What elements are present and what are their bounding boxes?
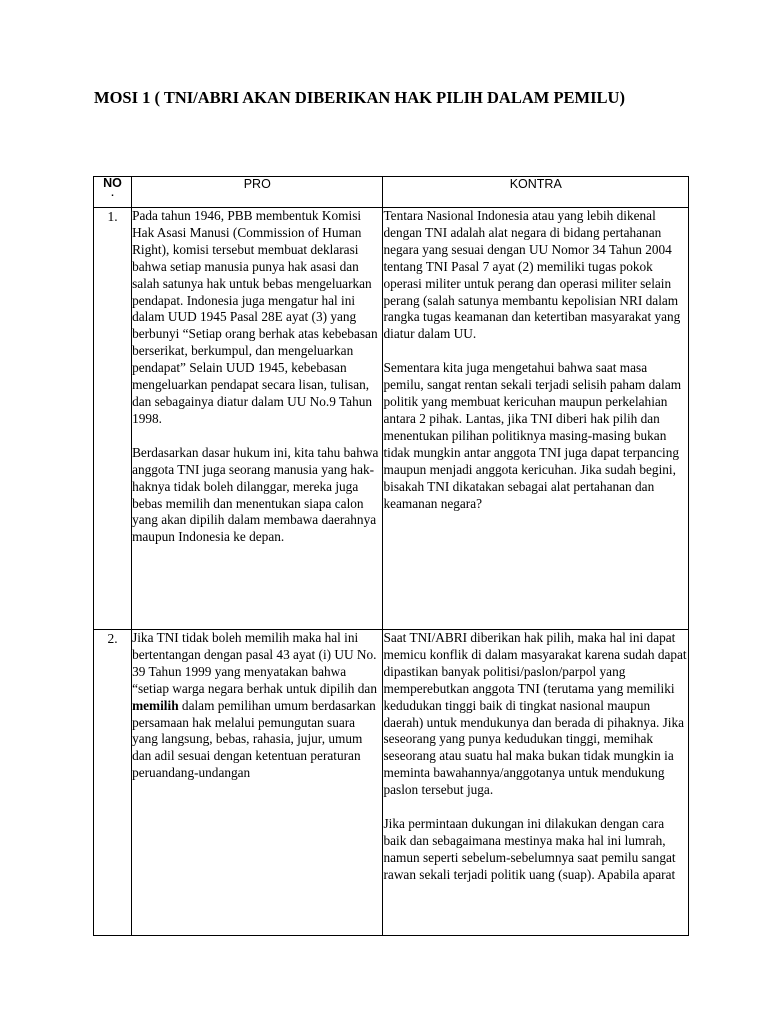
header-kontra: KONTRA <box>383 177 689 208</box>
pro-paragraph <box>132 630 382 782</box>
kontra-paragraph: Jika permintaan dukungan ini dilakukan dengan cara baik dan sebagaimana mestinya maka hal ini lumrah, namun seperti sebelum-sebelumnya saat pemilu sangat rawan sekali terjadi politik uang (suap). Apabila aparat <box>383 816 676 882</box>
kontra-cell <box>383 208 689 630</box>
header-no-label: NO <box>103 176 122 190</box>
mosi-table <box>93 176 689 936</box>
header-no-dot: . <box>111 188 114 199</box>
row-number: 2. <box>94 630 132 936</box>
kontra-paragraph: Tentara Nasional Indonesia atau yang lebih dikenal dengan TNI adalah alat negara di bidang pertahanan negara yang sesuai dengan UU Nomor 34 Tahun 2004 tentang TNI Pasal 7 ayat (2) memiliki tugas pokok operasi militer untuk perang dan operasi militer selain perang (salah satunya membantu kepolisian NRI dalam rangka tugas keamanan dan ketertiban masyarakat yang diatur dalam UU. <box>383 208 681 342</box>
pro-paragraph: Berdasarkan dasar hukum ini, kita tahu bahwa anggota TNI juga seorang manusia yang hak-haknya tidak boleh dilanggar, mereka juga bebas memilih dan menentukan siapa calon yang akan dipilih dalam membawa daerahnya maupun Indonesia ke depan. <box>132 444 379 545</box>
header-pro: PRO <box>132 177 383 208</box>
header-no-cell <box>94 177 132 208</box>
pro-text: dalam pemilihan umum berdasarkan persamaan hak melalui pemungutan suara yang langsung, bebas, rahasia, jujur, umum dan adil sesuai dengan ketentuan peraturan peruandang-undangan <box>132 697 376 781</box>
kontra-paragraph: Sementara kita juga mengetahui bahwa saat masa pemilu, sangat rentan sekali terjadi selisih paham dalam politik yang membuat kericuhan maupun perkelahian antara 2 pihak. Lantas, jika TNI diberi hak pilih dan menentukan pilihan politiknya masing-masing bukan tidak mungkin antar anggota TNI juga dapat terpancing maupun menjadi anggota kericuhan. Jika sudah begini, bisakah TNI dikatakan sebagai alat pertahanan dan keamanan negara? <box>383 360 682 511</box>
kontra-paragraph: Saat TNI/ABRI diberikan hak pilih, maka hal ini dapat memicu konflik di dalam masyarakat karena sudah dapat dipastikan banyak politisi/paslon/parpol yang memperebutkan anggota TNI (terutama yang memiliki kedudukan tinggi baik di tingkat nasional maupun daerah) untuk mendukunya dan berada di pihaknya. Jika seseorang yang punya kedudukan tinggi, memihak seseorang atau suatu hal maka bukan tidak mungkin ia meminta bawahannya/anggotanya untuk mendukung paslon tersebut juga. <box>383 630 687 798</box>
pro-cell <box>132 630 383 936</box>
pro-text: Jika TNI tidak boleh memilih maka hal ini bertentangan dengan pasal 43 ayat (i) UU No. 39 Tahun 1999 yang menyatakan bahwa “setiap warga negara berhak untuk dipilih dan <box>132 630 377 696</box>
row-number: 1. <box>94 208 132 630</box>
table-row <box>94 630 689 936</box>
page-title: MOSI 1 ( TNI/ABRI AKAN DIBERIKAN HAK PILIH DALAM PEMILU) <box>94 88 625 107</box>
pro-bold-word: memilih <box>132 697 179 713</box>
table-header-row <box>94 177 689 208</box>
pro-paragraph: Pada tahun 1946, PBB membentuk Komisi Hak Asasi Manusi (Commission of Human Right), komisi tersebut membuat deklarasi bahwa setiap manusia punya hak asasi dan salah satunya hak untuk bebas mengeluarkan pendapat. Indonesia juga mengatur hal ini dalam UUD 1945 Pasal 28E ayat (3) yang berbunyi “Setiap orang berhak atas kebebasan berserikat, berkumpul, dan mengeluarkan pendapat” Selain UUD 1945, kebebasan mengeluarkan pendapat secara lisan, tulisan, dan sebagainya diatur dalam UU No.9 Tahun 1998. <box>132 208 378 426</box>
table-row <box>94 208 689 630</box>
pro-cell <box>132 208 383 630</box>
kontra-cell <box>383 630 689 936</box>
